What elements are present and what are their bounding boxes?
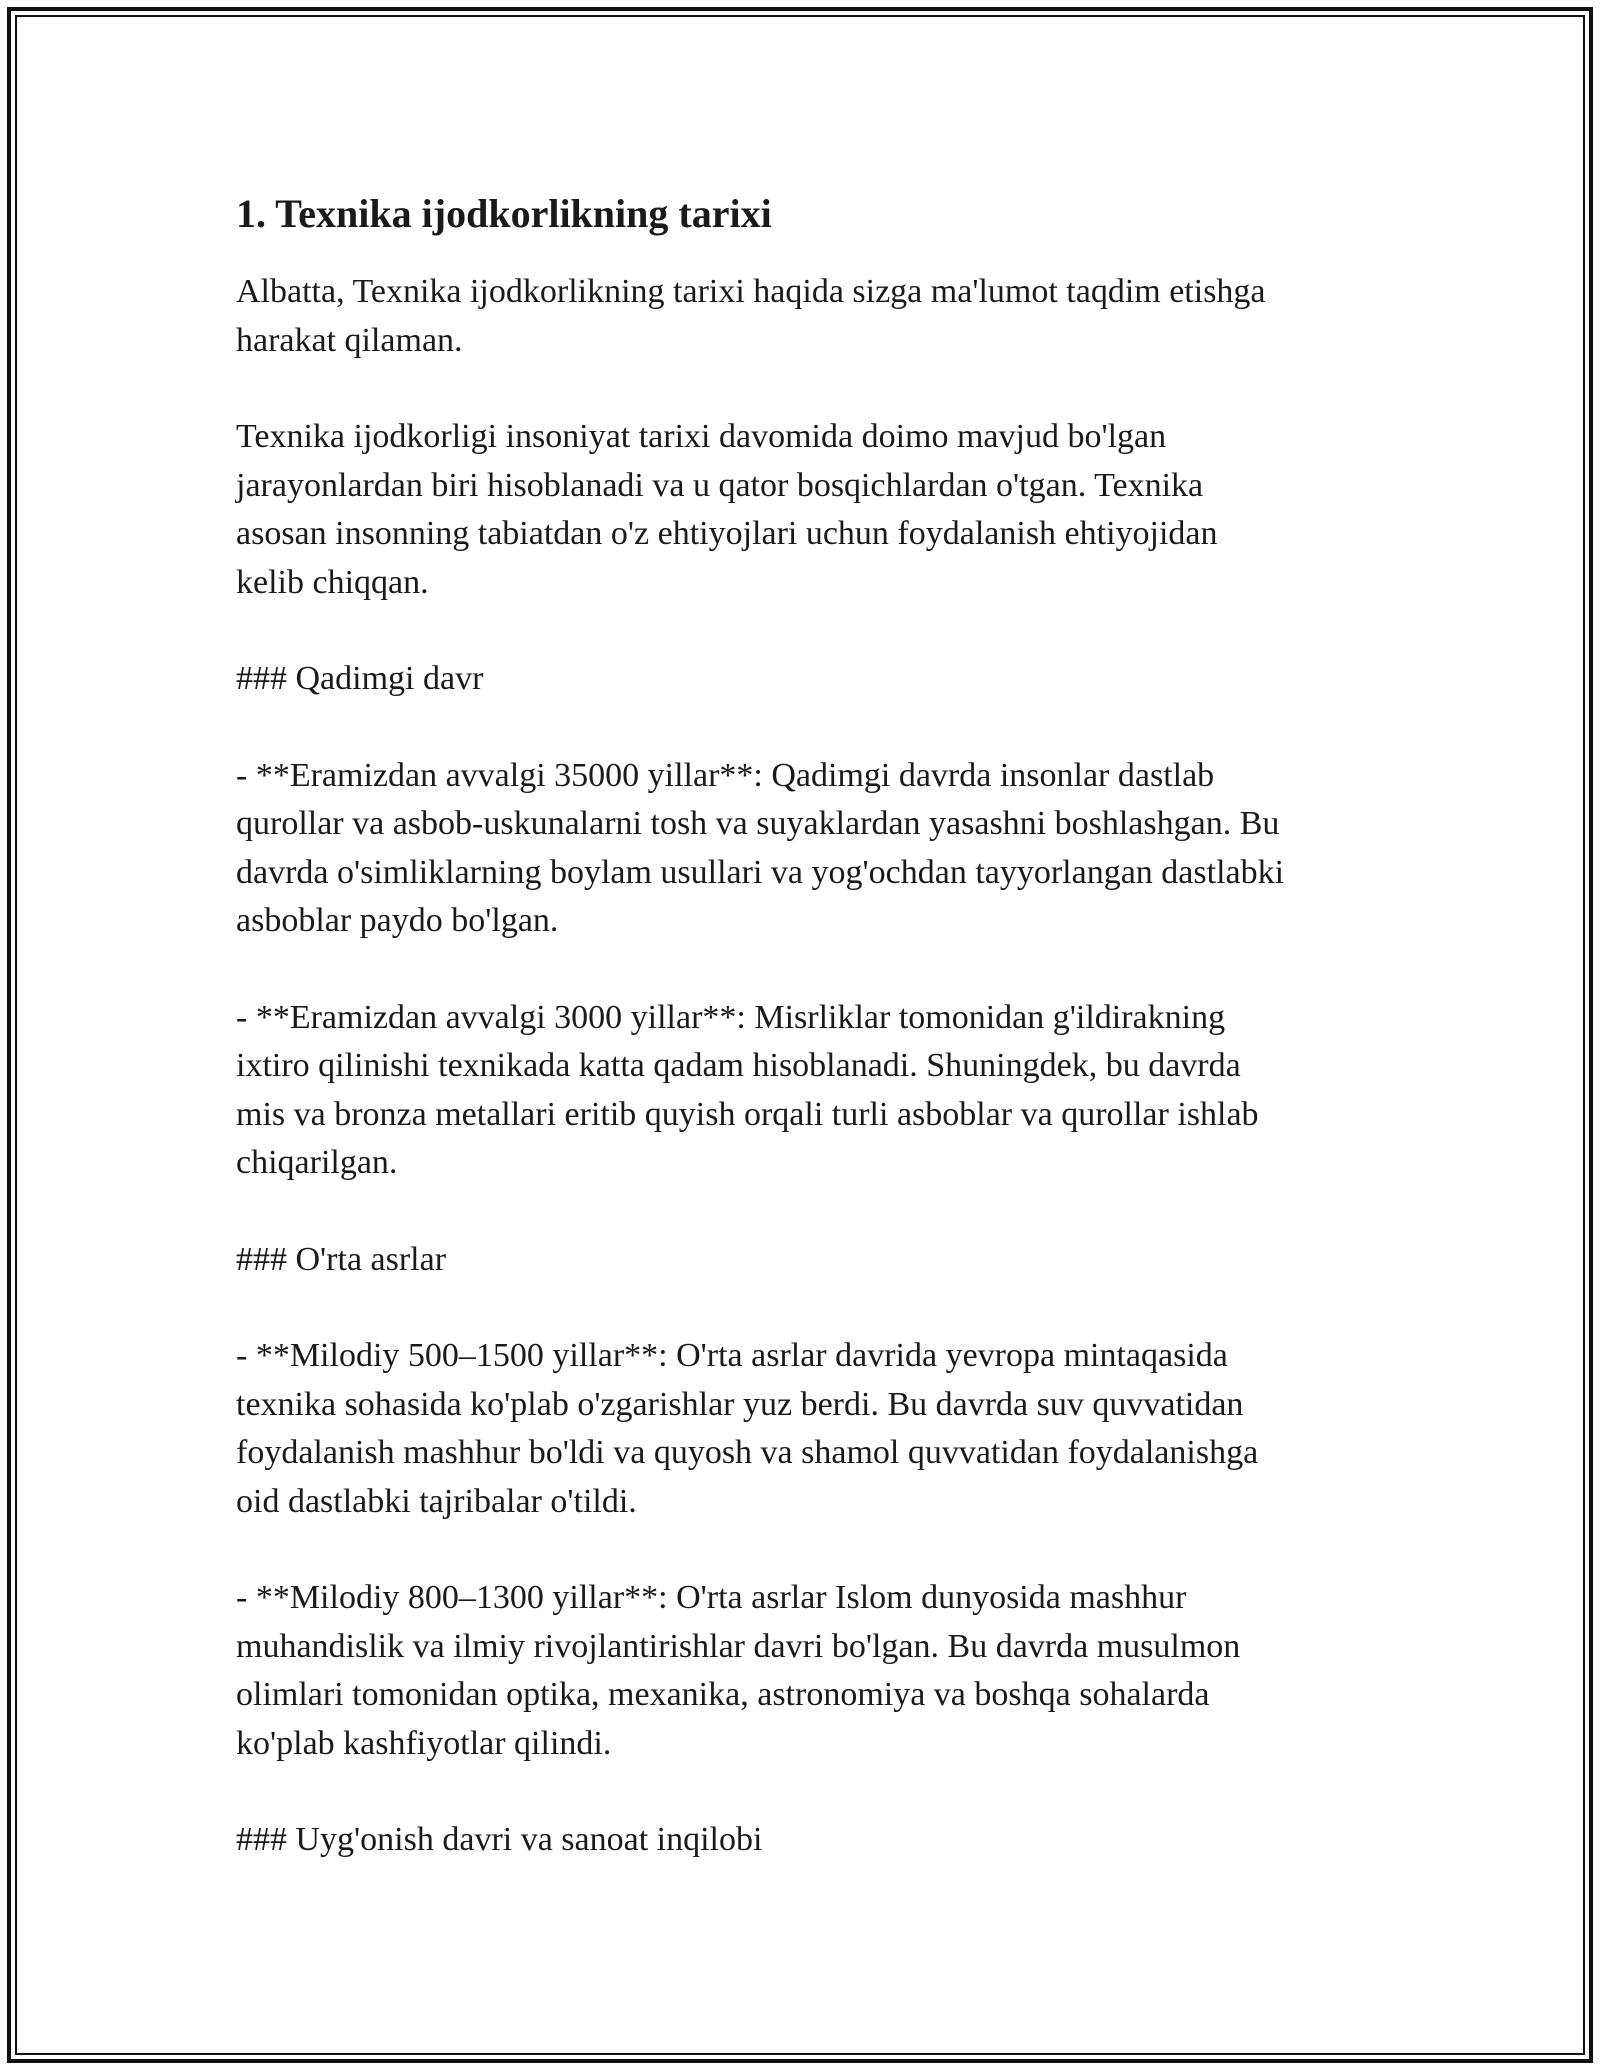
document-body bbox=[236, 186, 1376, 1913]
intro-paragraph: Albatta, Texnika ijodkorlikning tarixi haqida sizga ma'lumot taqdim etishga harakat qilaman. bbox=[236, 273, 1266, 359]
document-title: 1. Texnika ijodkorlikning tarixi bbox=[236, 191, 772, 236]
section-heading-ancient: ### Qadimgi davr bbox=[236, 660, 484, 697]
section-heading-renaissance: ### Uyg'onish davri va sanoat inqilobi bbox=[236, 1821, 763, 1858]
overview-paragraph: Texnika ijodkorligi insoniyat tarixi davomida doimo mavjud bo'lgan jarayonlardan biri hisoblanadi va u qator bosqichlardan o'tgan. Texnika asosan insonning tabiatdan o'z ehtiyojlari uchun foydalanish ehtiyojidan kelib chiqqan. bbox=[236, 418, 1218, 601]
list-item-800-1300-ad: - **Milodiy 800–1300 yillar**: O'rta asrlar Islom dunyosida mashhur muhandislik va ilmiy rivojlantirishlar davri bo'lgan. Bu davrda musulmon olimlari tomonidan optika, mexanika, astronomiya va boshqa sohalarda ko'plab kashfiyotlar qilindi. bbox=[236, 1579, 1241, 1762]
list-item-500-1500-ad: - **Milodiy 500–1500 yillar**: O'rta asrlar davrida yevropa mintaqasida texnika sohasida ko'plab o'zgarishlar yuz berdi. Bu davrda suv quvvatidan foydalanish mashhur bo'ldi va quyosh va shamol quvvatidan foydalanishga oid dastlabki tajribalar o'tildi. bbox=[236, 1337, 1259, 1520]
list-item-35000-bc: - **Eramizdan avvalgi 35000 yillar**: Qadimgi davrda insonlar dastlab qurollar va asbob-uskunalarni tosh va suyaklardan yasashni boshlashgan. Bu davrda o'simliklarning boylam usullari va yog'ochdan tayyorlangan dastlabki asboblar paydo bo'lgan. bbox=[236, 756, 1285, 939]
list-item-3000-bc: - **Eramizdan avvalgi 3000 yillar**: Misrliklar tomonidan g'ildirakning ixtiro qilinishi texnikada katta qadam hisoblanadi. Shuningdek, bu davrda mis va bronza metallari eritib quyish orqali turli asboblar va qurollar ishlab chiqarilgan. bbox=[236, 998, 1259, 1181]
section-heading-middle-ages: ### O'rta asrlar bbox=[236, 1240, 447, 1278]
